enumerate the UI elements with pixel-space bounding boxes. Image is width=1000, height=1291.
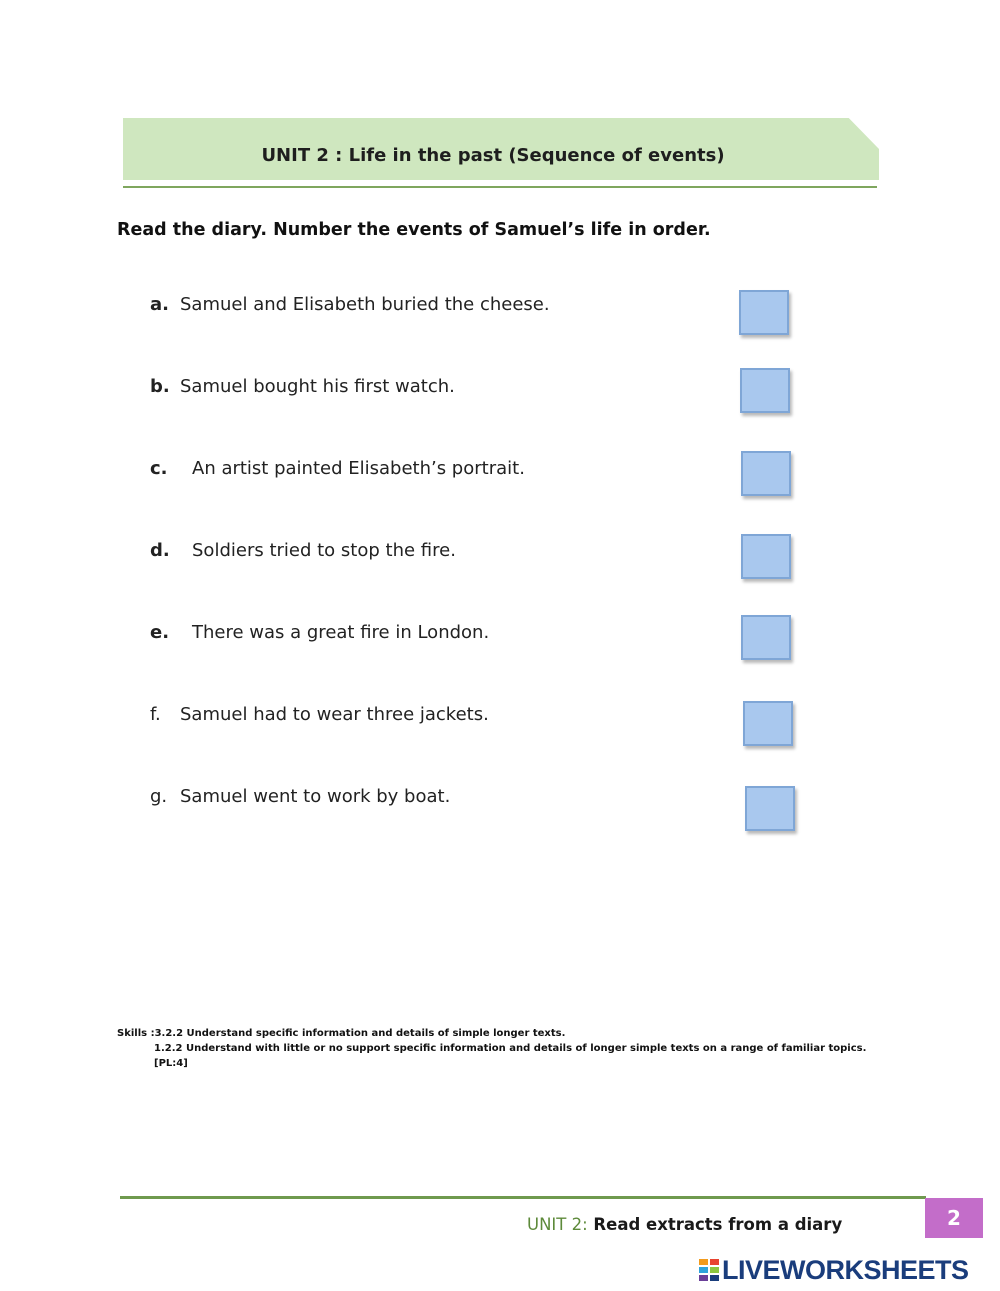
item-text: Samuel had to wear three jackets.	[180, 704, 489, 725]
item-letter: g.	[150, 786, 168, 807]
event-item-g	[150, 786, 450, 807]
item-text: Soldiers tried to stop the fire.	[192, 540, 456, 561]
item-letter: a.	[150, 294, 169, 315]
footer-unit: UNIT 2:	[527, 1215, 588, 1234]
skills-line: Skills :3.2.2 Understand specific information and details of simple longer texts.	[117, 1028, 566, 1039]
footer-title: Read extracts from a diary	[593, 1215, 843, 1234]
skills-line: 1.2.2 Understand with little or no support specific information and details of longer simple texts on a range of familiar topics.	[154, 1043, 867, 1054]
liveworksheets-logo-icon	[698, 1258, 720, 1282]
liveworksheets-logo	[698, 1254, 994, 1286]
item-letter: d.	[150, 540, 170, 561]
item-letter: c.	[150, 458, 168, 479]
answer-box-b[interactable]	[740, 368, 790, 413]
item-text: An artist painted Elisabeth’s portrait.	[192, 458, 525, 479]
answer-box-e[interactable]	[741, 615, 791, 660]
item-text: Samuel bought his first watch.	[180, 376, 455, 397]
answer-box-f[interactable]	[743, 701, 793, 746]
brand-name: LIVEWORKSHEETS	[722, 1254, 969, 1285]
event-item-c	[150, 458, 525, 479]
event-item-e	[150, 622, 489, 643]
answer-box-c[interactable]	[741, 451, 791, 496]
answer-box-g[interactable]	[745, 786, 795, 831]
item-text: Samuel and Elisabeth buried the cheese.	[180, 294, 550, 315]
event-item-f	[150, 704, 489, 725]
answer-box-d[interactable]	[741, 534, 791, 579]
item-letter: e.	[150, 622, 170, 643]
event-item-b	[150, 376, 455, 397]
page-title: UNIT 2 : Life in the past (Sequence of events)	[261, 145, 725, 166]
header-divider	[123, 186, 877, 188]
answer-box-a[interactable]	[739, 290, 789, 335]
page-number-badge: 2	[925, 1198, 983, 1238]
event-item-a	[150, 294, 550, 315]
skills-line: [PL:4]	[154, 1058, 188, 1069]
footer-divider	[120, 1196, 926, 1199]
item-letter: f.	[150, 704, 161, 725]
item-text: There was a great fire in London.	[192, 622, 490, 643]
item-text: Samuel went to work by boat.	[180, 786, 451, 807]
footer-caption	[527, 1215, 842, 1234]
skills-note	[117, 1026, 866, 1071]
item-letter: b.	[150, 376, 170, 397]
instruction-text: Read the diary. Number the events of Samuel’s life in order.	[117, 220, 711, 240]
event-item-d	[150, 540, 456, 561]
